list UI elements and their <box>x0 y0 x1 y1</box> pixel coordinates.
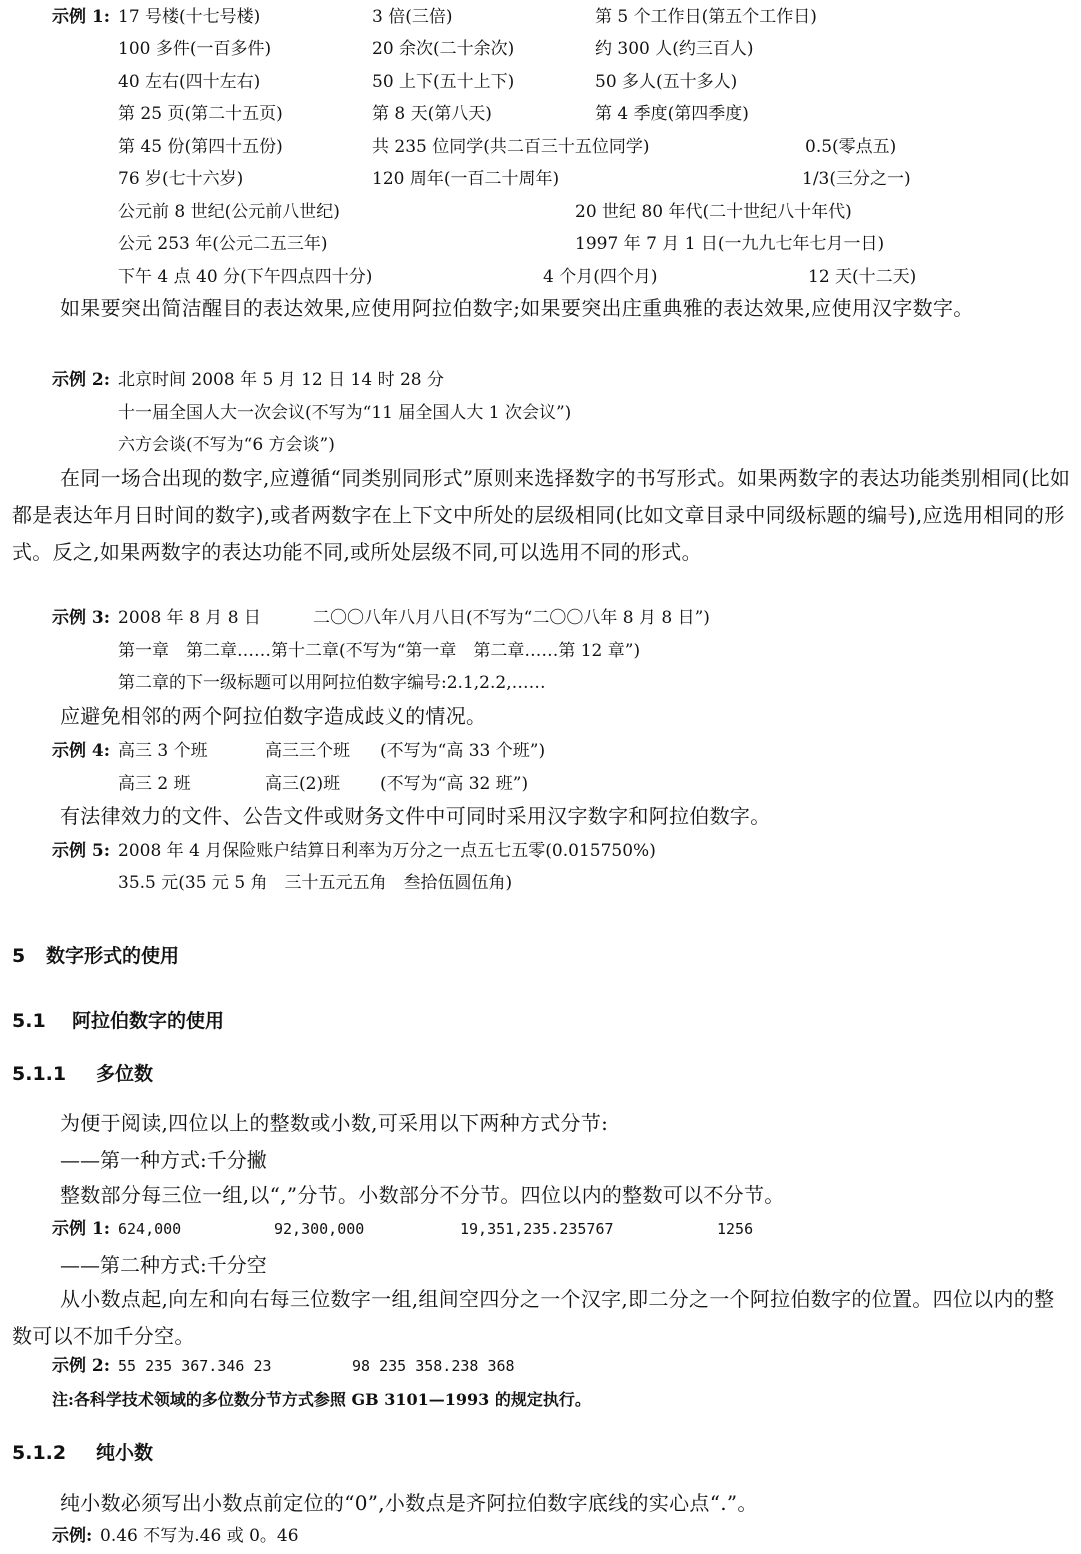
example-decimal-label: 示例: <box>52 1526 93 1546</box>
section-number: 5.1.2 <box>12 1442 67 1464</box>
example-2-line: 六方会谈(不写为“6 方会谈”) <box>118 435 335 455</box>
section-number: 5 <box>12 945 26 967</box>
example-3-line: 第一章 第二章……第十二章(不写为“第一章 第二章……第 12 章”) <box>118 641 641 661</box>
example-1-cell: 1997 年 7 月 1 日(一九九七年七月一日) <box>575 234 885 254</box>
section-heading-5-1 <box>12 1006 224 1033</box>
example-space-value: 55 235 367.346 23 <box>118 1357 272 1375</box>
example-comma-value: 624,000 <box>118 1220 182 1238</box>
paragraph-thousands-comma: 整数部分每三位一组,以“,”分节。小数部分不分节。四位以内的整数可以不分节。 <box>60 1183 785 1207</box>
example-4-cell: (不写为“高 32 班”) <box>380 774 529 794</box>
example-4-label: 示例 4: <box>52 741 111 761</box>
section-heading-5-1-2 <box>12 1438 153 1465</box>
note <box>52 1387 591 1410</box>
example-comma-value: 19,351,235.235767 <box>460 1220 614 1238</box>
example-1-cell: 第 45 份(第四十五份) <box>118 137 283 157</box>
example-4-cell: 高三(2)班 <box>265 774 341 794</box>
example-2-line: 十一届全国人大一次会议(不写为“11 届全国人大 1 次会议”) <box>118 403 572 423</box>
example-5-line: 2008 年 4 月保险账户结算日利率为万分之一点五七五零(0.015750%) <box>118 841 656 861</box>
section-title: 纯小数 <box>96 1442 154 1464</box>
example-1-cell: 公元 253 年(公元二五三年) <box>118 234 328 254</box>
example-1-cell: 0.5(零点五) <box>805 137 897 157</box>
example-1-cell: 第 8 天(第八天) <box>372 104 492 124</box>
example-1-cell: 共 235 位同学(共二百三十五位同学) <box>372 137 650 157</box>
example-1-cell: 40 左右(四十左右) <box>118 72 261 92</box>
example-1-cell: 100 多件(一百多件) <box>118 39 272 59</box>
paragraph-same-form-principle: 在同一场合出现的数字,应遵循“同类别同形式”原则来选择数字的书写形式。如果两数字的表达功能类别相同(比如都是表达年月日时间的数字),或者两数字在上下文中所处的层级相同(比如文章目录中同级标题的编号),应选用相同的形式。反之,如果两数字的表达功能不同,或所处层级不同,可以选用不同的形式。 <box>12 466 1071 564</box>
example-1-cell: 3 倍(三倍) <box>372 7 453 27</box>
section-heading-5-1-1 <box>12 1059 153 1086</box>
example-4-cell: 高三三个班 <box>265 741 350 761</box>
paragraph-thousands-space: 从小数点起,向左和向右每三位数字一组,组间空四分之一个汉字,即二分之一个阿拉伯数字的位置。四位以内的整数可以不加千分空。 <box>12 1287 1055 1348</box>
example-1-cell: 76 岁(七十六岁) <box>118 169 244 189</box>
method-1-title: ——第一种方式:千分撇 <box>60 1148 267 1172</box>
example-1-cell: 20 余次(二十余次) <box>372 39 515 59</box>
example-space-label: 示例 2: <box>52 1356 111 1376</box>
paragraph-grouping-intro: 为便于阅读,四位以上的整数或小数,可采用以下两种方式分节: <box>60 1111 609 1135</box>
example-space-value: 98 235 358.238 368 <box>352 1357 515 1375</box>
example-1-cell: 第 4 季度(第四季度) <box>595 104 749 124</box>
example-1-cell: 1/3(三分之一) <box>802 169 911 189</box>
example-1-cell: 12 天(十二天) <box>808 267 917 287</box>
paragraph-avoid-ambiguity: 应避免相邻的两个阿拉伯数字造成歧义的情况。 <box>60 704 487 728</box>
example-3-line: 第二章的下一级标题可以用阿拉伯数字编号:2.1,2.2,…… <box>118 673 546 693</box>
example-1-cell: 50 多人(五十多人) <box>595 72 738 92</box>
example-1-cell: 约 300 人(约三百人) <box>595 39 754 59</box>
section-title: 阿拉伯数字的使用 <box>72 1010 225 1032</box>
example-4-cell: 高三 3 个班 <box>118 741 208 761</box>
section-number: 5.1.1 <box>12 1063 67 1085</box>
example-comma-label: 示例 1: <box>52 1219 111 1239</box>
method-2-title: ——第二种方式:千分空 <box>60 1253 267 1277</box>
example-2-label: 示例 2: <box>52 370 111 390</box>
example-4-cell: (不写为“高 33 个班”) <box>380 741 546 761</box>
section-heading-5 <box>12 941 179 968</box>
example-3-date-arabic: 2008 年 8 月 8 日 <box>118 608 261 628</box>
example-1-cell: 第 5 个工作日(第五个工作日) <box>595 7 817 27</box>
example-1-cell: 公元前 8 世纪(公元前八世纪) <box>118 202 340 222</box>
example-1-cell: 下午 4 点 40 分(下午四点四十分) <box>118 267 373 287</box>
section-title: 数字形式的使用 <box>46 945 180 967</box>
example-1-cell: 17 号楼(十七号楼) <box>118 7 261 27</box>
example-comma-value: 92,300,000 <box>274 1220 365 1238</box>
example-comma-value: 1256 <box>717 1220 754 1238</box>
example-1-cell: 20 世纪 80 年代(二十世纪八十年代) <box>575 202 852 222</box>
example-1-cell: 50 上下(五十上下) <box>372 72 515 92</box>
example-1-cell: 4 个月(四个月) <box>543 267 658 287</box>
example-3-date-chinese: 二〇〇八年八月八日(不写为“二〇〇八年 8 月 8 日”) <box>313 608 710 628</box>
example-1-cell: 第 25 页(第二十五页) <box>118 104 283 124</box>
section-title: 多位数 <box>96 1063 154 1085</box>
example-5-label: 示例 5: <box>52 841 111 861</box>
example-1-cell: 120 周年(一百二十周年) <box>372 169 560 189</box>
note-label: 注: <box>52 1390 74 1409</box>
paragraph-pure-decimal: 纯小数必须写出小数点前定位的“0”,小数点是齐阿拉伯数字底线的实心点“.”。 <box>60 1491 758 1515</box>
section-number: 5.1 <box>12 1010 46 1032</box>
paragraph-legal-documents: 有法律效力的文件、公告文件或财务文件中可同时采用汉字数字和阿拉伯数字。 <box>60 804 771 828</box>
example-2-line: 北京时间 2008 年 5 月 12 日 14 时 28 分 <box>118 370 445 390</box>
example-4-cell: 高三 2 班 <box>118 774 191 794</box>
example-3-label: 示例 3: <box>52 608 111 628</box>
example-decimal-text: 0.46 不写为.46 或 0。46 <box>100 1526 299 1546</box>
example-5-line: 35.5 元(35 元 5 角 三十五元五角 叁拾伍圆伍角) <box>118 873 513 893</box>
example-1-label: 示例 1: <box>52 7 111 27</box>
paragraph-usage-effect: 如果要突出简洁醒目的表达效果,应使用阿拉伯数字;如果要突出庄重典雅的表达效果,应使用汉字数字。 <box>60 296 974 320</box>
note-text: 各科学技术领域的多位数分节方式参照 GB 3101—1993 的规定执行。 <box>73 1390 591 1409</box>
